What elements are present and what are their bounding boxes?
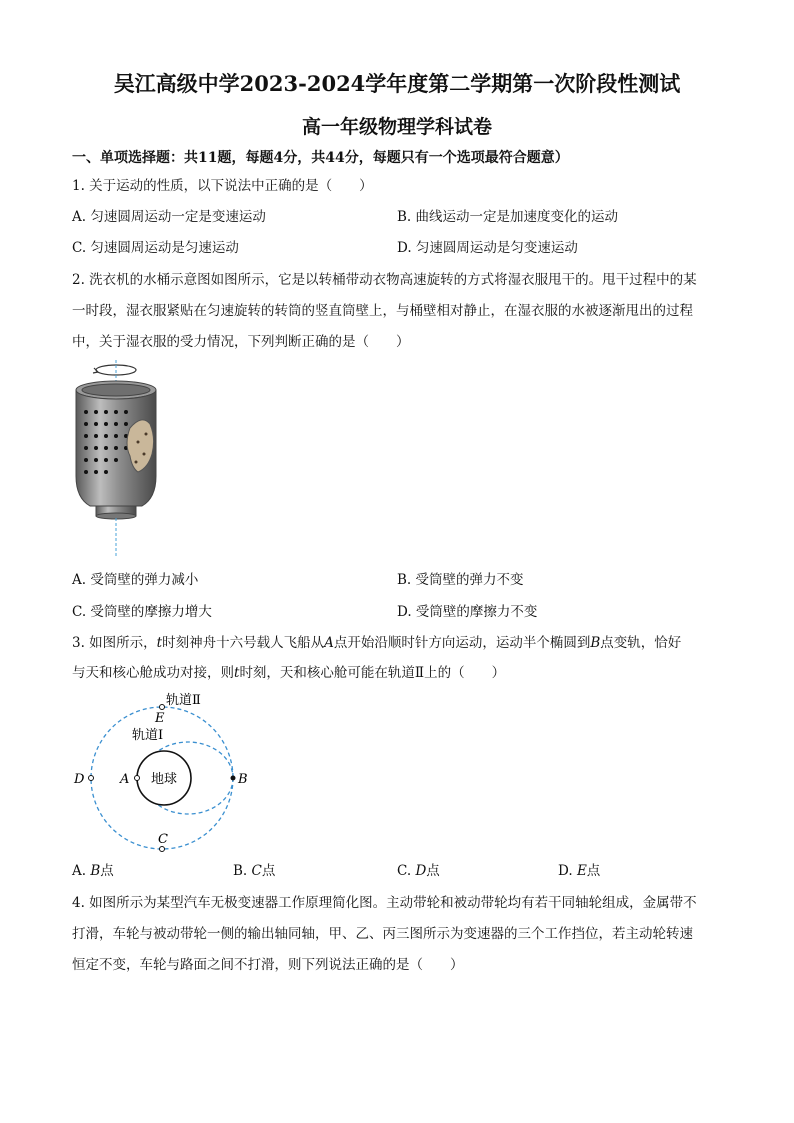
q1-option-a: A. 匀速圆周运动一定是变速运动 [72, 209, 266, 225]
q3-var-a: A [324, 635, 334, 651]
point-c-label: C [158, 832, 168, 847]
q3-stem-line2 [72, 664, 505, 682]
q1-option-b: B. 曲线运动一定是加速度变化的运动 [397, 209, 619, 225]
exam-subtitle: 高一年级物理学科试卷 [301, 116, 492, 138]
q3-text-f: 时刻，天和核心舱可能在轨道Ⅱ上的（ ） [239, 665, 506, 681]
orbit-1-label: 轨道Ⅰ [132, 728, 164, 743]
q1-option-c: C. 匀速圆周运动是匀速运动 [72, 240, 239, 256]
point-e-label: E [155, 711, 165, 726]
point-b-label: B [238, 772, 248, 787]
q4-stem-line3: 恒定不变，车轮与路面之间不打滑，则下列说法正确的是（ ） [72, 957, 464, 973]
q3-option-a: A. B点 [72, 863, 114, 879]
q2-stem-line2: 一时段，湿衣服紧贴在匀速旋转的转筒的竖直筒壁上，与桶壁相对静止，在湿衣服的水被逐渐甩出的过程 [72, 303, 693, 319]
q2-option-c: C. 受筒壁的摩擦力增大 [72, 604, 212, 620]
q3-text-a: 3. 如图所示， [72, 635, 157, 651]
q4-stem-line2: 打滑，车轮与被动带轮一侧的输出轴同轴，甲、乙、丙三图所示为变速器的三个工作挡位，若主动轮转速 [72, 926, 693, 942]
exam-title: 吴江高级中学2023-2024学年度第二学期第一次阶段性测试 [113, 71, 681, 96]
section-heading: 一、单项选择题：共11题，每题4分，共44分，每题只有一个选项最符合题意） [72, 150, 569, 166]
q3-option-c: C. D点 [397, 863, 440, 879]
q3-option-b: B. C点 [233, 863, 276, 879]
q3-stem-line1 [72, 634, 681, 652]
point-a-label: A [120, 772, 130, 787]
q3-text-c: 点开始沿顺时针方向运动，运动半个椭圆到 [333, 635, 591, 651]
q3-var-b: B [590, 635, 601, 651]
q4-stem-line1: 4. 如图所示为某型汽车无极变速器工作原理简化图。主动带轮和被动带轮均有若干同轴轮组成，金属带不 [72, 895, 697, 911]
q3-option-d: D. E点 [558, 863, 601, 879]
orbit-2-label: 轨道Ⅱ [166, 693, 201, 708]
q2-option-a: A. 受筒壁的弹力减小 [72, 572, 199, 588]
q1-stem: 1. 关于运动的性质，以下说法中正确的是（ ） [72, 178, 373, 194]
q3-text-d: 点变轨，恰好 [600, 635, 682, 651]
q2-stem-line3: 中，关于湿衣服的受力情况，下列判断正确的是（ ） [72, 334, 410, 350]
orbit-figure [70, 690, 260, 860]
q1-option-d: D. 匀速圆周运动是匀变速运动 [397, 240, 578, 256]
point-d-label: D [74, 772, 85, 787]
q2-option-b: B. 受筒壁的弹力不变 [397, 572, 524, 588]
q3-text-e: 与天和核心舱成功对接，则 [72, 665, 234, 681]
q2-stem-line1: 2. 洗衣机的水桶示意图如图所示，它是以转桶带动衣物高速旋转的方式将湿衣服甩干的。甩干过程中的某 [72, 272, 697, 288]
washing-drum-figure [68, 358, 178, 558]
q3-var-t: t [156, 635, 163, 651]
q2-option-d: D. 受筒壁的摩擦力不变 [397, 604, 538, 620]
q3-text-b: 时刻神舟十六号载人飞船从 [162, 635, 325, 651]
earth-label: 地球 [150, 772, 178, 787]
q3-var-t2: t [234, 665, 240, 681]
